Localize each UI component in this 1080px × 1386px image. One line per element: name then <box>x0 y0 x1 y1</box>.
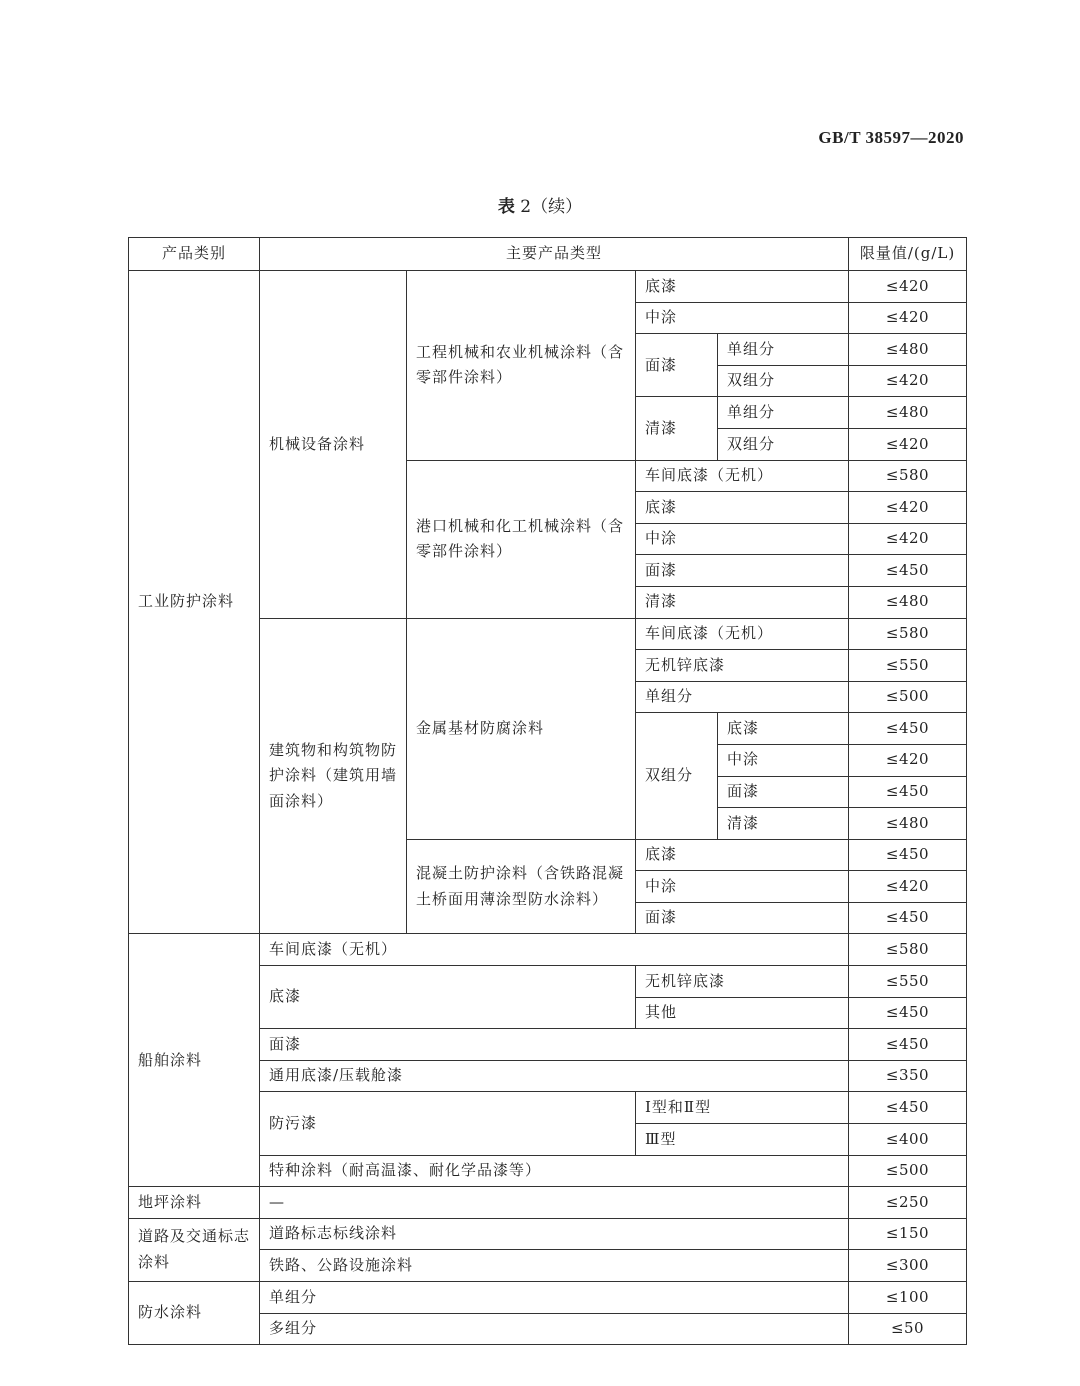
row-limit: ≤420 <box>849 492 967 524</box>
row-limit: ≤250 <box>849 1187 967 1219</box>
row-limit: ≤420 <box>849 744 967 776</box>
row-group: 清漆 <box>636 397 718 460</box>
table-row <box>129 271 967 303</box>
row-limit: ≤100 <box>849 1282 967 1314</box>
row-limit: ≤50 <box>849 1313 967 1345</box>
row-limit: ≤500 <box>849 1155 967 1187</box>
row-name: 车间底漆（无机） <box>636 618 849 650</box>
row-limit: ≤450 <box>849 555 967 587</box>
row-name: 双组分 <box>718 428 849 460</box>
row-name: 清漆 <box>718 808 849 840</box>
row-name: 其他 <box>636 997 849 1029</box>
row-limit: ≤420 <box>849 523 967 555</box>
header-limit: 限量值/(g/L) <box>849 238 967 271</box>
row-group: 防污漆 <box>260 1092 636 1155</box>
row-limit: ≤420 <box>849 271 967 303</box>
row-limit: ≤400 <box>849 1124 967 1156</box>
row-name: 特种涂料（耐高温漆、耐化学品漆等） <box>260 1155 849 1187</box>
row-name: 通用底漆/压载舱漆 <box>260 1060 849 1092</box>
header-category: 产品类别 <box>129 238 260 271</box>
table-row <box>129 1282 967 1314</box>
category-waterproof: 防水涂料 <box>129 1282 260 1345</box>
row-name: 车间底漆（无机） <box>636 460 849 492</box>
row-name: — <box>260 1187 849 1219</box>
table-row <box>129 1218 967 1250</box>
row-name: 单组分 <box>636 681 849 713</box>
category-industrial: 工业防护涂料 <box>129 271 260 934</box>
row-limit: ≤420 <box>849 428 967 460</box>
row-limit: ≤480 <box>849 586 967 618</box>
row-name: 单组分 <box>718 397 849 429</box>
row-name: 底漆 <box>636 271 849 303</box>
row-limit: ≤480 <box>849 808 967 840</box>
row-limit: ≤450 <box>849 713 967 745</box>
row-name: 底漆 <box>636 492 849 524</box>
voc-limit-table <box>128 237 967 1345</box>
row-limit: ≤350 <box>849 1060 967 1092</box>
type-port-chem: 港口机械和化工机械涂料（含零部件涂料） <box>407 460 636 618</box>
table-row <box>129 1187 967 1219</box>
row-name: 多组分 <box>260 1313 849 1345</box>
row-name: Ⅰ型和Ⅱ型 <box>636 1092 849 1124</box>
row-limit: ≤580 <box>849 618 967 650</box>
row-limit: ≤580 <box>849 934 967 966</box>
row-name: 底漆 <box>718 713 849 745</box>
table-caption <box>0 192 1080 217</box>
row-name: 面漆 <box>260 1029 849 1061</box>
row-limit: ≤450 <box>849 1029 967 1061</box>
row-group: 面漆 <box>636 334 718 397</box>
subcategory-building: 建筑物和构筑物防护涂料（建筑用墙面涂料） <box>260 618 407 934</box>
row-limit: ≤150 <box>849 1218 967 1250</box>
row-name: 中涂 <box>636 871 849 903</box>
row-name: 铁路、公路设施涂料 <box>260 1250 849 1282</box>
standard-code: GB/T 38597—2020 <box>818 128 964 147</box>
row-limit: ≤420 <box>849 871 967 903</box>
row-limit: ≤480 <box>849 334 967 366</box>
row-name: 无机锌底漆 <box>636 966 849 998</box>
row-limit: ≤300 <box>849 1250 967 1282</box>
row-name: 面漆 <box>718 776 849 808</box>
table-caption-label: 表 <box>497 197 515 217</box>
row-name: 道路标志标线涂料 <box>260 1218 849 1250</box>
row-name: 中涂 <box>636 523 849 555</box>
row-name: 无机锌底漆 <box>636 650 849 682</box>
row-limit: ≤450 <box>849 902 967 934</box>
category-floor: 地坪涂料 <box>129 1187 260 1219</box>
row-limit: ≤480 <box>849 397 967 429</box>
row-group: 底漆 <box>260 966 636 1029</box>
row-limit: ≤450 <box>849 776 967 808</box>
row-name: 底漆 <box>636 839 849 871</box>
row-limit: ≤500 <box>849 681 967 713</box>
row-limit: ≤580 <box>849 460 967 492</box>
header-type: 主要产品类型 <box>260 238 849 271</box>
row-limit: ≤450 <box>849 839 967 871</box>
type-metal: 金属基材防腐涂料 <box>407 618 636 839</box>
row-group: 双组分 <box>636 713 718 839</box>
table-header-row <box>129 238 967 271</box>
row-name: 车间底漆（无机） <box>260 934 849 966</box>
row-limit: ≤420 <box>849 302 967 334</box>
type-concrete: 混凝土防护涂料（含铁路混凝土桥面用薄涂型防水涂料） <box>407 839 636 934</box>
row-limit: ≤550 <box>849 966 967 998</box>
subcategory-machinery: 机械设备涂料 <box>260 271 407 619</box>
row-limit: ≤420 <box>849 365 967 397</box>
row-name: 双组分 <box>718 365 849 397</box>
type-eng-ag: 工程机械和农业机械涂料（含零部件涂料） <box>407 271 636 461</box>
row-name: 中涂 <box>718 744 849 776</box>
category-road: 道路及交通标志涂料 <box>129 1218 260 1281</box>
table-caption-text: 2（续） <box>514 197 583 217</box>
row-name: 单组分 <box>718 334 849 366</box>
row-limit: ≤450 <box>849 997 967 1029</box>
row-name: 清漆 <box>636 586 849 618</box>
row-name: Ⅲ型 <box>636 1124 849 1156</box>
row-name: 单组分 <box>260 1282 849 1314</box>
row-limit: ≤550 <box>849 650 967 682</box>
row-limit: ≤450 <box>849 1092 967 1124</box>
row-name: 中涂 <box>636 302 849 334</box>
row-name: 面漆 <box>636 555 849 587</box>
row-name: 面漆 <box>636 902 849 934</box>
category-marine: 船舶涂料 <box>129 934 260 1187</box>
table-row <box>129 934 967 966</box>
